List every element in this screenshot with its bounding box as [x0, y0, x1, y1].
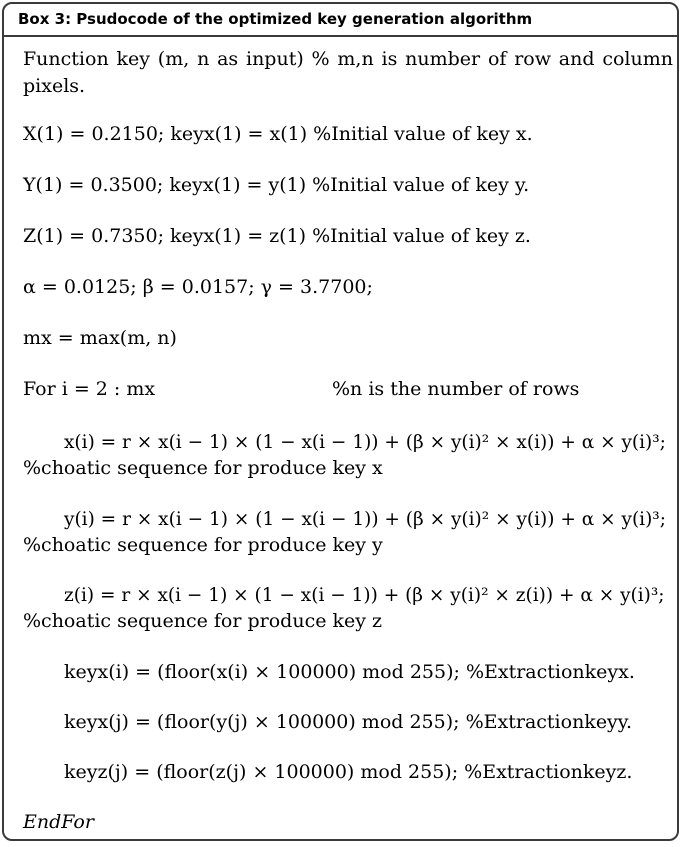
x-comment: %choatic sequence for produce key x: [23, 457, 383, 479]
for-comment: %n is the number of rows: [332, 378, 580, 400]
pseudocode-box: [2, 2, 679, 841]
keyz-line: keyz(j) = (floor(z(j) × 100000) mod 255); %Extractionkeyz.: [64, 761, 633, 783]
box-title: Box 3: Psudocode of the optimized key generation algorithm: [18, 10, 533, 28]
params-line: α = 0.0125; β = 0.0157; γ = 3.7700;: [23, 276, 373, 298]
z-equation: z(i) = r × x(i − 1) × (1 − x(i − 1)) + (β × y(i)² × z(i)) + α × y(i)³;: [64, 585, 665, 606]
z-init-line: Z(1) = 0.7350; keyx(1) = z(1) %Initial value of key z.: [23, 225, 531, 247]
for-loop-line: For i = 2 : mx: [23, 378, 156, 400]
title-divider: [4, 35, 677, 37]
x-equation: x(i) = r × x(i − 1) × (1 − x(i − 1)) + (β × y(i)² × x(i)) + α × y(i)³;: [64, 432, 666, 453]
intro-line: Function key (m, n as input) % m,n is number of row and column pixels.: [23, 48, 673, 97]
y-equation: y(i) = r × x(i − 1) × (1 − x(i − 1)) + (β × y(i)² × y(i)) + α × y(i)³;: [64, 509, 666, 530]
y-comment: %choatic sequence for produce key y: [23, 534, 383, 556]
endfor-line: EndFor: [23, 811, 94, 833]
z-comment: %choatic sequence for produce key z: [23, 610, 383, 632]
y-init-line: Y(1) = 0.3500; keyx(1) = y(1) %Initial value of key y.: [23, 174, 530, 196]
keyy-line: keyx(j) = (floor(y(j) × 100000) mod 255); %Extractionkeyy.: [64, 711, 633, 733]
keyx-line: keyx(i) = (floor(x(i) × 100000) mod 255); %Extractionkeyx.: [64, 661, 635, 683]
mx-line: mx = max(m, n): [23, 327, 177, 349]
x-init-line: X(1) = 0.2150; keyx(1) = x(1) %Initial value of key x.: [23, 123, 533, 145]
